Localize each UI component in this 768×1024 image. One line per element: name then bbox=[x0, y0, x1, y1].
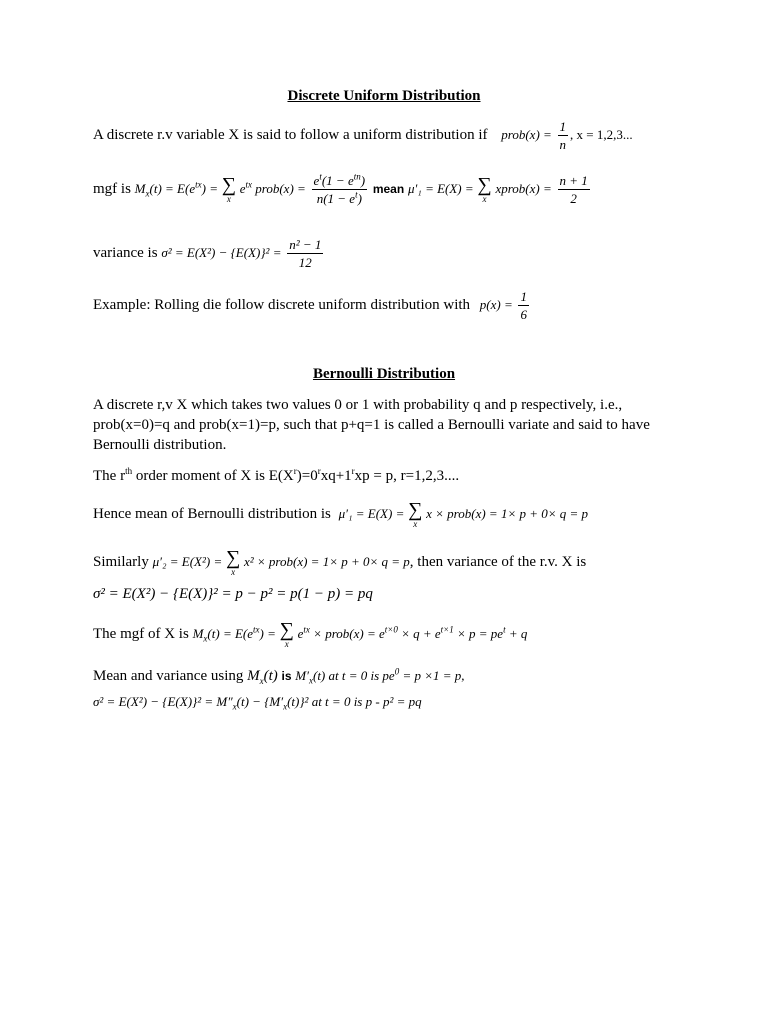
mgf-term-sup: tx bbox=[245, 179, 253, 190]
sum-symbol: ∑ bbox=[221, 174, 236, 196]
bernoulli-similarly-lhs: μ′₂ = E(X²) = bbox=[152, 553, 223, 569]
uniform-prob-tail: , x = 1,2,3... bbox=[570, 126, 633, 142]
bernoulli-mean-line bbox=[93, 500, 588, 529]
uniform-example-fraction bbox=[518, 288, 529, 323]
uniform-variance-fraction bbox=[287, 236, 323, 271]
uniform-prob-lhs: prob(x) = bbox=[501, 126, 552, 142]
uniform-mgf-label: mgf is bbox=[93, 180, 131, 197]
mgf-mid: (t) = E(e bbox=[149, 180, 196, 196]
uniform-mgf-fraction bbox=[312, 172, 368, 207]
bernoulli-mv-text: Mean and variance using bbox=[93, 668, 244, 684]
uniform-mgf-line bbox=[93, 172, 592, 207]
sum-symbol: ∑ bbox=[477, 174, 492, 196]
uniform-mean-fraction bbox=[558, 172, 590, 207]
uniform-prob-den: n bbox=[559, 137, 567, 152]
mgf-m: M bbox=[134, 180, 146, 196]
bernoulli-similarly-tail: , then variance of the r.v. X is bbox=[409, 553, 587, 570]
uniform-mean-term: xprob(x) = bbox=[495, 180, 552, 196]
bernoulli-mv-line bbox=[93, 666, 465, 686]
sum-sub: x bbox=[413, 519, 418, 529]
uniform-mean-den: 2 bbox=[570, 191, 577, 206]
uniform-prob-fraction bbox=[558, 118, 569, 153]
uniform-variance-num: n² − 1 bbox=[289, 237, 322, 252]
bernoulli-similarly-text: Similarly bbox=[93, 553, 149, 570]
uniform-variance-line bbox=[93, 236, 325, 271]
uniform-mgf-term bbox=[240, 181, 306, 196]
sum-sub: x bbox=[231, 567, 236, 577]
uniform-mgf-sum bbox=[222, 175, 236, 204]
bernoulli-moment-line: The $r^{th}$ order moment of X is $E(X^r)=0^rxq+1^rxp = p$, r=1,2,3.... bbox=[93, 466, 460, 484]
sum-symbol: ∑ bbox=[279, 619, 294, 641]
uniform-mean-sum bbox=[477, 175, 491, 204]
bernoulli-mv-expr1: $M_x(t)$ bbox=[247, 668, 278, 686]
mgf-eq2: ) = bbox=[201, 180, 218, 196]
bernoulli-similarly-sum bbox=[226, 548, 240, 577]
uniform-mean-num: n + 1 bbox=[559, 173, 588, 188]
bernoulli-mean-sum bbox=[408, 500, 422, 529]
uniform-mgf-lhs bbox=[134, 179, 218, 199]
uniform-definition-text: A discrete r.v variable X is said to follow a uniform distribution if bbox=[93, 126, 488, 143]
uniform-example-num: 1 bbox=[520, 289, 527, 304]
uniform-variance-lhs: σ² = E(X²) − {E(X)}² = bbox=[161, 244, 282, 260]
bernoulli-mgf-text: The mgf of X is bbox=[93, 625, 189, 642]
uniform-example-line bbox=[93, 288, 531, 323]
mgf-term-tail: prob(x) = bbox=[255, 180, 306, 196]
uniform-mean-lhs: μ′₁ = E(X) = bbox=[407, 180, 474, 196]
uniform-prob-num: 1 bbox=[559, 119, 567, 134]
sum-symbol: ∑ bbox=[408, 499, 423, 521]
mgf-term-e: e bbox=[239, 180, 246, 196]
bernoulli-mgf-rhs: $e^{tx}$ × prob(x) = $e^{t\times 0} \times q + e^{t\times 1} \times p = pe^t + q$ bbox=[297, 624, 528, 641]
mgf-sup: tx bbox=[195, 179, 202, 190]
uniform-mean-label: mean bbox=[372, 181, 405, 196]
bernoulli-similarly-rhs: x² × prob(x) = 1× p + 0× q = p bbox=[243, 553, 410, 569]
uniform-example-text: Example: Rolling die follow discrete uniform distribution with bbox=[93, 296, 471, 313]
uniform-example-den: 6 bbox=[520, 307, 527, 322]
bernoulli-heading: Bernoulli Distribution bbox=[312, 366, 456, 382]
bernoulli-similarly-line bbox=[93, 548, 586, 577]
sum-sub: x bbox=[482, 194, 487, 204]
mgf-sub: x bbox=[145, 188, 150, 199]
bernoulli-mean-text: Hence mean of Bernoulli distribution is bbox=[93, 505, 331, 522]
uniform-definition-line bbox=[93, 118, 633, 153]
uniform-variance-den: 12 bbox=[298, 255, 312, 270]
bernoulli-mv-is: is bbox=[281, 669, 292, 683]
sum-sub: x bbox=[226, 194, 231, 204]
bernoulli-mv-expr2: $M'_x(t)$ at t = 0 is $pe^0 = p \times 1 = p$, bbox=[295, 666, 465, 686]
bernoulli-mean-rhs: x × prob(x) = 1× p + 0× q = p bbox=[426, 505, 589, 521]
sum-symbol: ∑ bbox=[225, 547, 241, 569]
sum-sub: x bbox=[284, 639, 289, 649]
uniform-variance-label: variance is bbox=[93, 244, 158, 261]
bernoulli-final-line: $\sigma^2 = E(X^2) - \{E(X)\}^2 = M''_x(t) - \{M'_x(t)\}^2$ at t = 0 is p - p² = pq bbox=[93, 694, 422, 712]
uniform-heading: Discrete Uniform Distribution bbox=[287, 88, 481, 104]
bernoulli-paragraph: A discrete r,v X which takes two values 0 or 1 with probability q and p respectively, i.e., prob(x=0)=q and prob(x=1)=p, such that p+q=1 is called a Bernoulli variate and said to have Bernoulli distribution. bbox=[93, 397, 650, 453]
uniform-example-lhs: p(x) = bbox=[479, 296, 513, 312]
uniform-mgf-num: $e^t(1 - e^{tn})$ bbox=[313, 171, 366, 188]
bernoulli-variance-line: σ² = E(X²) − {E(X)}² = p − p² = p(1 − p) = pq bbox=[93, 586, 373, 602]
bernoulli-mean-lhs: μ′₁ = E(X) = bbox=[338, 505, 405, 521]
uniform-mgf-den: $n(1 - e^t)$ bbox=[316, 189, 362, 206]
bernoulli-mgf-lhs: $M_x(t) = E(e^{tx})$ = bbox=[192, 624, 276, 644]
bernoulli-mgf-line bbox=[93, 620, 527, 649]
bernoulli-mgf-sum bbox=[280, 620, 294, 649]
